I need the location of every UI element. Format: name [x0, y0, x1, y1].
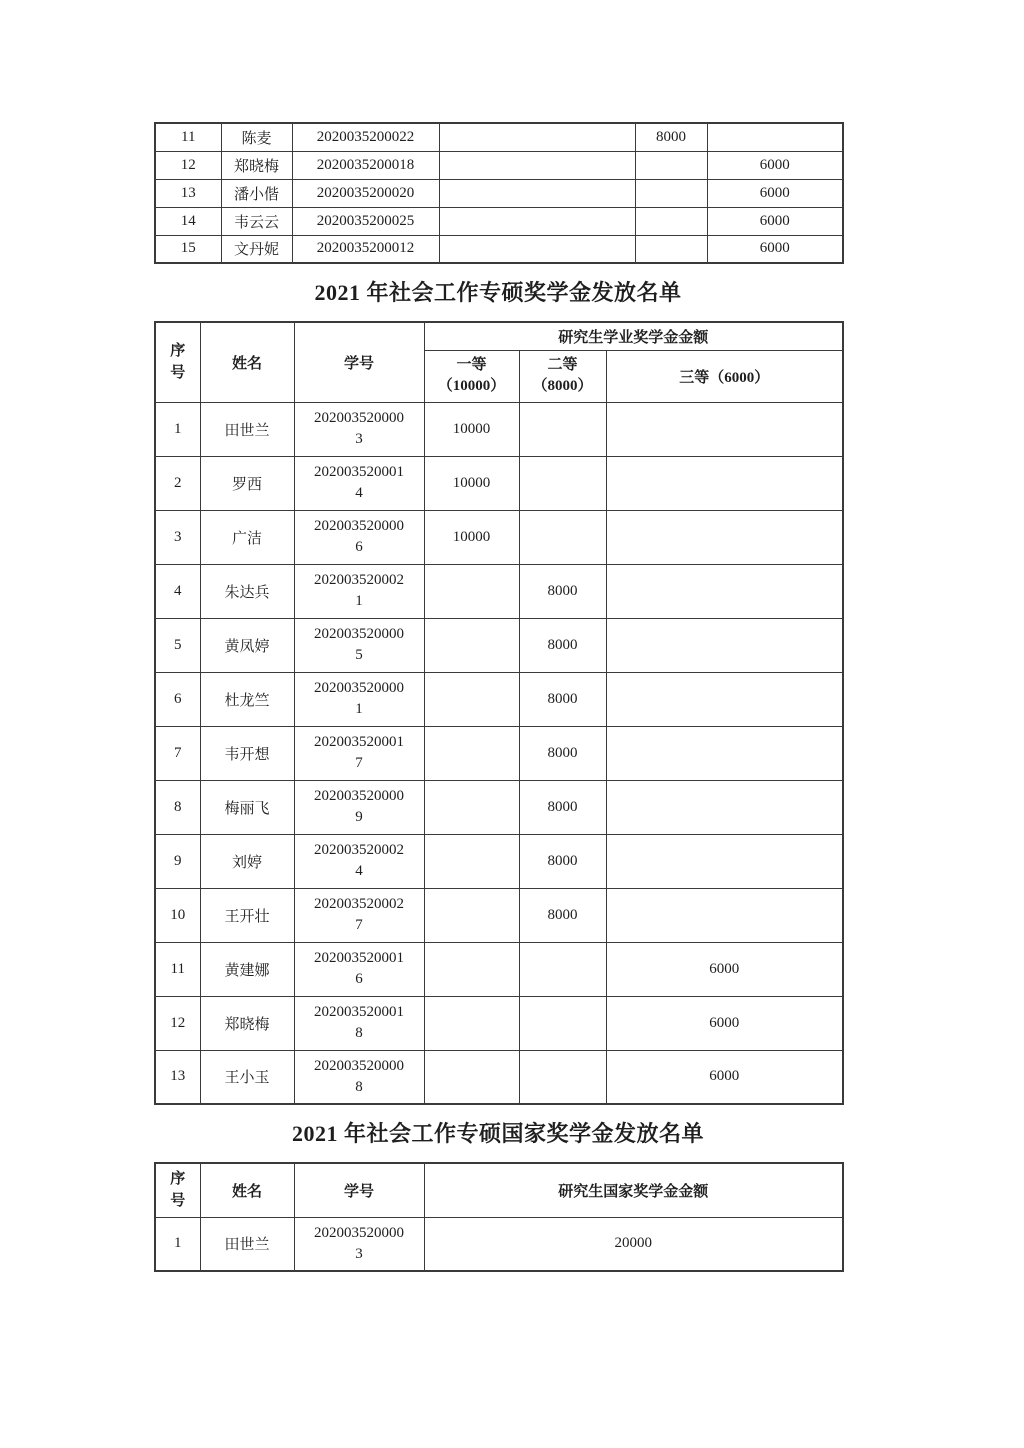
serial-cell: 13: [155, 179, 221, 207]
table-row: [155, 207, 843, 235]
student-id-line1: 202003520002: [314, 572, 404, 588]
student-id-line1: 202003520000: [314, 1057, 404, 1074]
third-tier-cell: 6000: [606, 996, 843, 1050]
first-tier-cell: [439, 235, 635, 263]
student-id-cell: [294, 888, 424, 942]
name-cell: 韦云云: [221, 207, 292, 235]
table-row: [155, 780, 843, 834]
student-id-cell: [294, 780, 424, 834]
student-id-line2: 1: [355, 593, 363, 609]
second-tier-cell: [635, 179, 707, 207]
student-id-header: 学号: [294, 1163, 424, 1217]
third-tier-cell: 6000: [606, 1050, 843, 1104]
student-id-line1: 202003520002: [314, 842, 404, 858]
student-id-cell: 2020035200022: [292, 123, 439, 151]
first-tier-cell: [439, 123, 635, 151]
student-id-line1: 202003520001: [314, 734, 404, 750]
student-id-line2: 3: [355, 1245, 363, 1262]
serial-cell: 12: [155, 996, 200, 1050]
serial-cell: 4: [155, 564, 200, 618]
header-row-group: [155, 322, 843, 350]
serial-cell: 14: [155, 207, 221, 235]
serial-cell: 10: [155, 888, 200, 942]
serial-header-label: 序号: [170, 1171, 186, 1210]
first-tier-cell: [424, 618, 519, 672]
second-tier-cell: 8000: [635, 123, 707, 151]
student-id-line2: 7: [355, 917, 363, 933]
name-cell: 刘婷: [200, 834, 294, 888]
serial-header-label: 序号: [170, 343, 186, 382]
serial-cell: 8: [155, 780, 200, 834]
first-tier-cell: 10000: [424, 510, 519, 564]
name-cell: 黄建娜: [200, 942, 294, 996]
student-id-line1: 202003520001: [314, 1004, 404, 1020]
student-id-line2: 7: [355, 755, 363, 771]
student-id-line1: 202003520000: [314, 1224, 404, 1241]
student-id-line2: 6: [355, 971, 363, 987]
first-tier-cell: 10000: [424, 456, 519, 510]
name-header: 姓名: [200, 1163, 294, 1217]
third-tier-cell: [707, 123, 843, 151]
student-id-cell: [294, 672, 424, 726]
name-cell: 文丹妮: [221, 235, 292, 263]
student-id-cell: [294, 456, 424, 510]
second-tier-cell: 8000: [519, 834, 606, 888]
second-tier-amount: （8000）: [532, 378, 593, 394]
name-cell: 韦开想: [200, 726, 294, 780]
second-tier-cell: [519, 942, 606, 996]
name-header: 姓名: [200, 322, 294, 402]
student-id-line2: 5: [355, 647, 363, 663]
academic-scholarship-table: [154, 321, 844, 1105]
student-id-line2: 8: [355, 1078, 363, 1095]
first-tier-cell: [424, 564, 519, 618]
first-tier-cell: [424, 672, 519, 726]
first-tier-cell: 10000: [424, 402, 519, 456]
serial-cell: 15: [155, 235, 221, 263]
table-row: [155, 235, 843, 263]
third-tier-cell: 6000: [707, 235, 843, 263]
name-cell: 田世兰: [200, 402, 294, 456]
second-tier-cell: 8000: [519, 888, 606, 942]
student-id-line1: 202003520000: [314, 680, 404, 696]
name-cell: 郑晓梅: [200, 996, 294, 1050]
table-row: [155, 123, 843, 151]
student-id-cell: 2020035200025: [292, 207, 439, 235]
third-tier-cell: [606, 510, 843, 564]
first-tier-cell: [424, 942, 519, 996]
student-id-line1: 202003520000: [314, 626, 404, 642]
serial-cell: 5: [155, 618, 200, 672]
second-tier-cell: [635, 207, 707, 235]
second-tier-header: [519, 350, 606, 402]
third-tier-header: 三等（6000）: [606, 350, 843, 402]
student-id-line2: 3: [355, 431, 363, 447]
student-id-line2: 4: [355, 485, 363, 501]
first-tier-header: [424, 350, 519, 402]
name-cell: 黄凤婷: [200, 618, 294, 672]
name-cell: 王开壮: [200, 888, 294, 942]
student-id-cell: 2020035200020: [292, 179, 439, 207]
second-tier-cell: 8000: [519, 726, 606, 780]
student-id-line1: 202003520000: [314, 410, 404, 426]
name-cell: 梅丽飞: [200, 780, 294, 834]
table-row: [155, 672, 843, 726]
third-tier-cell: 6000: [707, 151, 843, 179]
table-row: [155, 726, 843, 780]
second-tier-cell: 8000: [519, 618, 606, 672]
student-id-line1: 202003520000: [314, 788, 404, 804]
second-tier-cell: 8000: [519, 564, 606, 618]
student-id-cell: 2020035200012: [292, 235, 439, 263]
student-id-line1: 202003520001: [314, 950, 404, 966]
student-id-cell: [294, 726, 424, 780]
second-tier-cell: [519, 402, 606, 456]
academic-table-header: [155, 322, 843, 402]
name-cell: 郑晓梅: [221, 151, 292, 179]
third-tier-cell: [606, 888, 843, 942]
third-tier-cell: [606, 834, 843, 888]
third-tier-cell: [606, 780, 843, 834]
serial-cell: 11: [155, 942, 200, 996]
serial-cell: 11: [155, 123, 221, 151]
third-tier-cell: [606, 726, 843, 780]
third-tier-cell: [606, 456, 843, 510]
first-tier-cell: [439, 179, 635, 207]
table-row: [155, 834, 843, 888]
student-id-line1: 202003520002: [314, 896, 404, 912]
third-tier-cell: [606, 618, 843, 672]
name-cell: 杜龙竺: [200, 672, 294, 726]
first-tier-label: 一等: [456, 357, 487, 373]
name-cell: 罗西: [200, 456, 294, 510]
continued-table-body: [155, 123, 843, 263]
award-amount-header: 研究生国家奖学金金额: [424, 1163, 843, 1217]
student-id-cell: [294, 564, 424, 618]
table-row: [155, 151, 843, 179]
first-tier-cell: [424, 834, 519, 888]
second-tier-cell: [519, 456, 606, 510]
third-tier-cell: 6000: [707, 179, 843, 207]
serial-header: [155, 322, 200, 402]
student-id-cell: [294, 942, 424, 996]
student-id-cell: [294, 834, 424, 888]
first-tier-cell: [424, 726, 519, 780]
top-margin: [154, 0, 842, 122]
name-cell: 朱达兵: [200, 564, 294, 618]
serial-cell: 7: [155, 726, 200, 780]
academic-scholarship-title: 2021 年社会工作专硕奖学金发放名单: [314, 280, 682, 305]
serial-header: [155, 1163, 200, 1217]
second-tier-cell: [635, 235, 707, 263]
second-tier-cell: [635, 151, 707, 179]
first-tier-cell: [424, 780, 519, 834]
table-row: [155, 179, 843, 207]
academic-table-body: [155, 402, 843, 1104]
first-tier-cell: [439, 207, 635, 235]
table-row: [155, 618, 843, 672]
national-table-header: [155, 1163, 843, 1217]
name-cell: 王小玉: [200, 1050, 294, 1104]
second-tier-cell: 8000: [519, 672, 606, 726]
table-row: [155, 1217, 843, 1271]
serial-cell: 12: [155, 151, 221, 179]
name-cell: 陈麦: [221, 123, 292, 151]
student-id-line2: 1: [355, 701, 363, 717]
first-tier-amount: （10000）: [437, 378, 506, 394]
student-id-line1: 202003520001: [314, 464, 404, 480]
scholarship-table-continued: [154, 122, 844, 264]
table-row: [155, 996, 843, 1050]
third-tier-cell: [606, 564, 843, 618]
student-id-line2: 6: [355, 539, 363, 555]
table-row: [155, 402, 843, 456]
student-id-line2: 8: [355, 1025, 363, 1041]
header-row: [155, 1163, 843, 1217]
name-cell: 田世兰: [200, 1217, 294, 1271]
student-id-line2: 9: [355, 809, 363, 825]
student-id-cell: [294, 1217, 424, 1271]
student-id-cell: [294, 402, 424, 456]
serial-cell: 2: [155, 456, 200, 510]
student-id-cell: [294, 1050, 424, 1104]
table-row: [155, 942, 843, 996]
second-tier-cell: 8000: [519, 780, 606, 834]
table-row: [155, 564, 843, 618]
student-id-cell: [294, 618, 424, 672]
third-tier-cell: 6000: [606, 942, 843, 996]
student-id-line1: 202003520000: [314, 518, 404, 534]
serial-cell: 1: [155, 1217, 200, 1271]
student-id-header: 学号: [294, 322, 424, 402]
table-row: [155, 888, 843, 942]
amount-cell: 20000: [424, 1217, 843, 1271]
serial-cell: 6: [155, 672, 200, 726]
second-tier-label: 二等: [547, 357, 578, 373]
serial-cell: 3: [155, 510, 200, 564]
page-content: [154, 0, 842, 1272]
name-cell: 潘小偕: [221, 179, 292, 207]
first-tier-cell: [424, 996, 519, 1050]
table-row: [155, 510, 843, 564]
first-tier-cell: [424, 888, 519, 942]
name-cell: 广洁: [200, 510, 294, 564]
second-tier-cell: [519, 1050, 606, 1104]
first-tier-cell: [439, 151, 635, 179]
national-scholarship-title: 2021 年社会工作专硕国家奖学金发放名单: [291, 1121, 704, 1146]
serial-cell: 1: [155, 402, 200, 456]
award-group-header: 研究生学业奖学金金额: [424, 322, 843, 350]
national-table-body: [155, 1217, 843, 1271]
third-tier-cell: [606, 672, 843, 726]
table-row: [155, 456, 843, 510]
student-id-cell: [294, 510, 424, 564]
student-id-cell: [294, 996, 424, 1050]
first-tier-cell: [424, 1050, 519, 1104]
second-tier-cell: [519, 996, 606, 1050]
serial-cell: 13: [155, 1050, 200, 1104]
third-tier-cell: 6000: [707, 207, 843, 235]
table-row: [155, 1050, 843, 1104]
serial-cell: 9: [155, 834, 200, 888]
national-scholarship-table: [154, 1162, 844, 1272]
second-tier-cell: [519, 510, 606, 564]
student-id-cell: 2020035200018: [292, 151, 439, 179]
third-tier-cell: [606, 402, 843, 456]
student-id-line2: 4: [355, 863, 363, 879]
